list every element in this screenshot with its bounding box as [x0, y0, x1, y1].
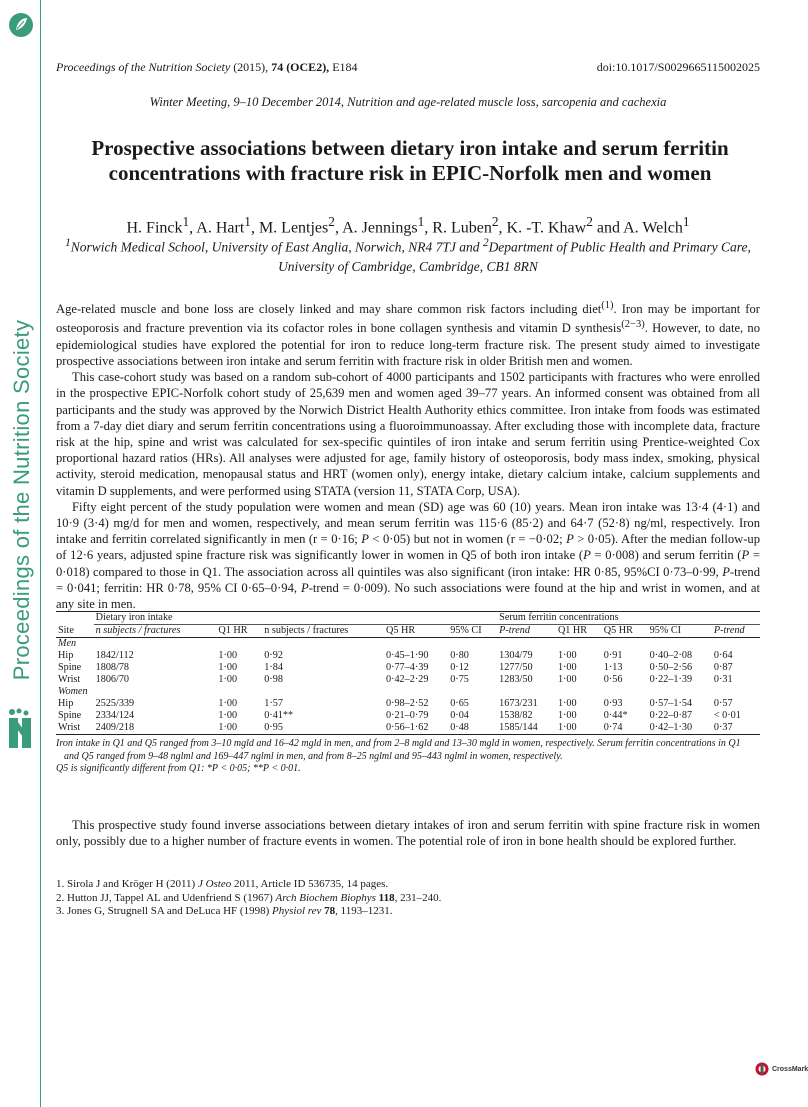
table-row: Wrist 1806/70 1·00 0·98 0·42–2·29 0·75 1283/50 1·00 0·56 0·22–1·39 0·31	[58, 674, 733, 685]
affiliations: $^1$Norwich Medical School, University of East Anglia, Norwich, NR4 7TJ and $^2$Department of Public Health and Primary Care, University of Cambridge, Cambridge, CB1 8RN	[65, 237, 751, 274]
col-header: n subjects / fractures	[264, 625, 349, 636]
table-footnotes: Iron intake in Q1 and Q5 ranged from 3–10 mgld and 16–42 mgld in men, and from 2–8 mgld and 13–30 mgld in women, respectively. Serum ferritin concentrations in Q1 and Q5 ranged from 9–48 nglml and 169–447 nglml in men, and from 8–25 nglml and 95–443 nglml in women, respectively. Q5 is significantly different from Q1: *P < 0·05; **P < 0·01.	[56, 738, 741, 774]
group-header-iron: Dietary iron intake	[94, 612, 498, 625]
paragraph-results: Fifty eight percent of the study population were women and mean (SD) age was 60 (10) years. Mean iron intake was 13·4 (4·1) and 10·9 (3·4) mg/d for men and women, respectively, and mean serum ferritin was 115·6 (85·2) and 64·7 (52·8) ng/ml, respectively. Iron intake and ferritin correlated significantly in men (r = 0·16; P < 0·05) but not in women (r = −0·02; P > 0·05). After the median follow-up of 12·6 years, adjusted spine fracture risk was significantly lower in women in Q5 of both iron intake (P = 0·008) and serum ferritin (P = 0·018) compared to those in Q1. The association across all quintiles was also significant (iron intake: HR 0·85, 95%CI 0·73–0·99, P-trend = 0·041; ferritin: HR 0·78, 95% CI 0·65–0·94, P-trend = 0·009). No such associations were found at the hip and wrist in women, and at any site in men.	[56, 499, 761, 612]
reference-list	[56, 878, 760, 919]
ns-logo-icon	[6, 708, 34, 752]
col-header: 95% CI	[450, 625, 482, 636]
col-header: Q5 HR	[603, 625, 633, 636]
author: M. Lentjes	[258, 219, 329, 237]
abstract-body	[56, 298, 760, 612]
col-header: P-trend	[713, 625, 745, 636]
doi[interactable]: doi:10.1017/S0029665115002025	[596, 60, 760, 74]
crossmark-icon	[755, 1062, 769, 1076]
meeting-line: Winter Meeting, 9–10 December 2014, Nutrition and age-related muscle loss, sarcopenia and cachexia	[149, 95, 667, 109]
col-header: Q1 HR	[557, 625, 588, 636]
col-header: Q1 HR	[218, 625, 248, 636]
author: R. Luben	[432, 219, 492, 237]
col-header: P-trend	[499, 625, 530, 636]
author: H. Finck	[126, 219, 183, 237]
table-row: Hip 2525/339 1·00 1·57 0·98–2·52 0·65 1673/231 1·00 0·93 0·57–1·54 0·57	[58, 698, 733, 709]
group-header-ferritin: Serum ferritin concentrations	[497, 612, 760, 625]
table-row: Spine 1808/78 1·00 1·84 0·77–4·39 0·12 1277/50 1·00 1·13 0·50–2·56 0·87	[58, 662, 733, 673]
col-header: 95% CI	[649, 625, 682, 636]
table-row: Spine 2334/124 1·00 0·41** 0·21–0·79 0·04 1538/82 1·00 0·44* 0·22–0·87 < 0·01	[58, 710, 741, 721]
author: A. Jennings	[342, 219, 418, 237]
paper-title: Prospective associations between dietary iron intake and serum ferritin concentrations with fracture risk in EPIC-Norfolk men and women	[91, 136, 729, 185]
paragraph-methods: This case-cohort study was based on a random sub-cohort of 4000 participants and 1502 participants with fractures who were enrolled in the prospective EPIC-Norfolk cohort study of 25,639 men and women aged 39–77 years. An informed consent was obtained from all participants and the study was approved by the Norwich District Health Authority ethics committee. Iron intake from foods was estimated from a 7-day diet diary and serum ferritin concentrations using a fluoroimmunoassay. After excluding those with incomplete data, fracture risk at the hip, spine and wrist was calculated for sex-specific quintiles of iron intake and serum ferritin using Prentice-weighted Cox proportional hazard ratios (HRs). All analyses were adjusted for age, family history of osteoporosis, body mass index, smoking, physical activity, steroid medication, menopausal status and HRT (women only), energy intake, dietary calcium intake, calcium supplements and vitamin D supplements, and were performed using STATA (version 11, STATA Corp, USA).	[56, 370, 760, 498]
col-header: Site	[58, 624, 74, 636]
col-header: Q5 HR	[385, 625, 416, 636]
reference-item: 2. Hutton JJ, Tappel AL and Udenfriend S (1967) Arch Biochem Biophys 118, 231–240.	[56, 891, 442, 904]
sidebar-journal-name: Proceedings of the Nutrition Society	[9, 319, 34, 681]
paragraph-intro: Age-related muscle and bone loss are closely linked and may share common risk factors including diet$^{(1)}$. Iron may be important for osteoporosis and fracture prevention via its cofactor roles in bone collagen synthesis and vitamin D synthesis$^{(2-3)}$. However, to date, no epidemiological studies have explored the potential for iron to reduce long-term fracture risk. The present study aimed to investigate prospective associations between iron intake and serum ferritin with fracture risk in older British men and women.	[56, 300, 760, 368]
leaf-logo-icon	[8, 10, 34, 40]
column-headers	[56, 625, 760, 638]
table-row: Wrist 2409/218 1·00 0·95 0·56–1·62 0·48 1585/144 1·00 0·74 0·42–1·30 0·37	[56, 722, 760, 735]
citation: Proceedings of the Nutrition Society (2015), 74 (OCE2), E184	[56, 60, 358, 74]
crossmark-badge[interactable]: CrossMark	[755, 1062, 795, 1078]
author: A. Hart	[196, 219, 245, 237]
author: A. Welch	[623, 219, 683, 237]
author-list: H. Finck$^1$, A. Hart$^1$, M. Lentjes$^2$, A. Jennings$^1$, R. Luben$^2$, K. -T. Khaw$^2$ and A. Welch$^1$	[126, 214, 690, 237]
reference-item: 3. Jones G, Strugnell SA and DeLuca HF (1998) Physiol rev 78, 1193–1231.	[56, 905, 393, 917]
paragraph-conclusion: This prospective study found inverse associations between dietary intakes of iron and serum ferritin with spine fracture risk in women only, possibly due to a higher number of fracture events in women. The potential role of iron in bone health should be explored further.	[56, 818, 760, 849]
table-row: Hip 1842/112 1·00 0·92 0·45–1·90 0·80 1304/79 1·00 0·91 0·40–2·08 0·64	[58, 650, 733, 661]
section-men: Men	[58, 638, 77, 649]
reference-item: 1. Sirola J and Kröger H (2011) J Osteo 2011, Article ID 536735, 14 pages.	[56, 878, 389, 890]
author: K. -T. Khaw	[506, 219, 587, 237]
results-table	[56, 611, 760, 776]
section-women: Women	[58, 686, 88, 697]
col-header: n subjects / fractures	[95, 625, 181, 636]
